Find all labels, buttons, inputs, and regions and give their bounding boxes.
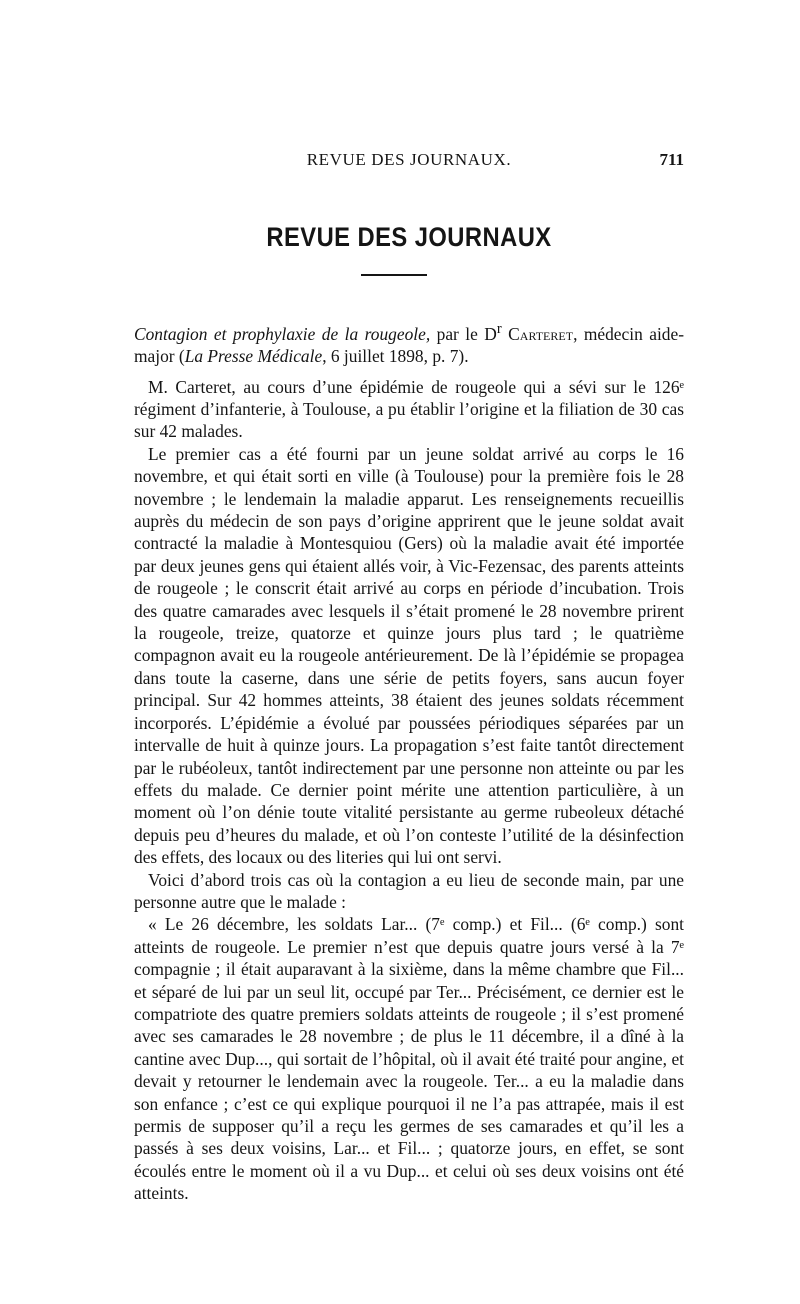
article-author-role: , médecin aide-major (	[134, 323, 684, 367]
article-author: Carteret	[501, 323, 574, 344]
paragraph: Le premier cas a été fourni par un jeune soldat arrivé au corps le 16 novembre, et qui était sorti en ville (à Toulouse) pour la première fois le 28 novembre ; le lendemain la maladie apparut. Les renseignements recueillis auprès du médecin de son pays d’origine apprirent que le jeune soldat avait contracté la maladie à Montesquiou (Gers) où la maladie avait été importée par deux jeunes gens qui étaient allés voir, à Vic-Fezensac, des parents atteints de rougeole ; le conscrit était arrivé au corps en période d’incubation. Trois des quatre camarades avec lesquels il s’était promené le 28 novembre prirent la rougeole, treize, quatorze et quinze jours plus tard ; le quatrième compagnon avait eu la rougeole antérieurement. De là l’épidémie se propagea dans toute la caserne, dans une série de petits foyers, sans aucun foyer principal. Sur 42 hommes atteints, 38 étaient des jeunes soldats récemment incorporés. L’épidémie a évolué par poussées périodiques séparées par un intervalle de huit à quinze jours. La propagation s’est faite tantôt directement par le rubéoleux, tantôt indirectement par une personne non atteinte ou par les effets du malade. Ce dernier point mérite une attention particulière, à un moment où l’on dénie toute vitalité persistante au germe rubeoleux détaché depuis peu d’heures du malade, et où l’on conteste l’utilité de la désinfection des effets, des locaux ou des literies qui lui ont servi.	[134, 443, 684, 868]
running-head-title: REVUE DES JOURNAUX.	[306, 150, 512, 169]
article-heading-sup: r	[496, 321, 502, 337]
article-source-details: , 6 juillet 1898, p. 7).	[322, 346, 469, 367]
article-title: Contagion et prophylaxie de la rougeole,	[134, 323, 431, 344]
article-body	[134, 318, 684, 1205]
page-number: 711	[659, 150, 684, 169]
title-divider	[361, 274, 427, 276]
article-heading-by: par le D	[430, 323, 497, 344]
paragraph: M. Carteret, au cours d’une épidémie de rougeole qui a sévi sur le 126ᵉ régiment d’infanterie, à Toulouse, a pu établir l’origine et la filiation de 30 cas sur 42 malades.	[134, 376, 684, 442]
paragraph: « Le 26 décembre, les soldats Lar... (7ᵉ comp.) et Fil... (6ᵉ comp.) sont atteints de rougeole. Le premier n’est que depuis quatre jours versé à la 7ᵉ compagnie ; il était auparavant à la sixième, dans la même chambre que Fil... et séparé de lui par un seul lit, occupé par Ter... Précisément, ce dernier est le compatriote des quatre premiers soldats atteints de rougeole ; il s’est promené avec ses camarades le 28 novembre ; de plus le 11 décembre, il a dîné à la cantine avec Dup..., qui sortait de l’hôpital, où il avait été traité pour angine, et devait y retourner le lendemain avec la rougeole. Ter... a eu la maladie dans son enfance ; c’est ce qui explique pourquoi il ne l’a pas attrapée, mais il est permis de supposer qu’il a reçu les germes de ses camarades et qu’il les a passés à ses deux voisins, Lar... et Fil... ; quatorze jours, en effet, se sont écoulés entre le moment où il a vu Dup... et celui où ses deux voisins ont été atteints.	[134, 914, 684, 1204]
running-head	[134, 150, 684, 174]
article-heading	[134, 318, 684, 368]
paragraph: Voici d’abord trois cas où la contagion a eu lieu de seconde main, par une personne autre que le malade :	[134, 869, 684, 912]
article-source: La Presse Médicale	[184, 346, 323, 367]
section-title: REVUE DES JOURNAUX	[266, 222, 552, 252]
